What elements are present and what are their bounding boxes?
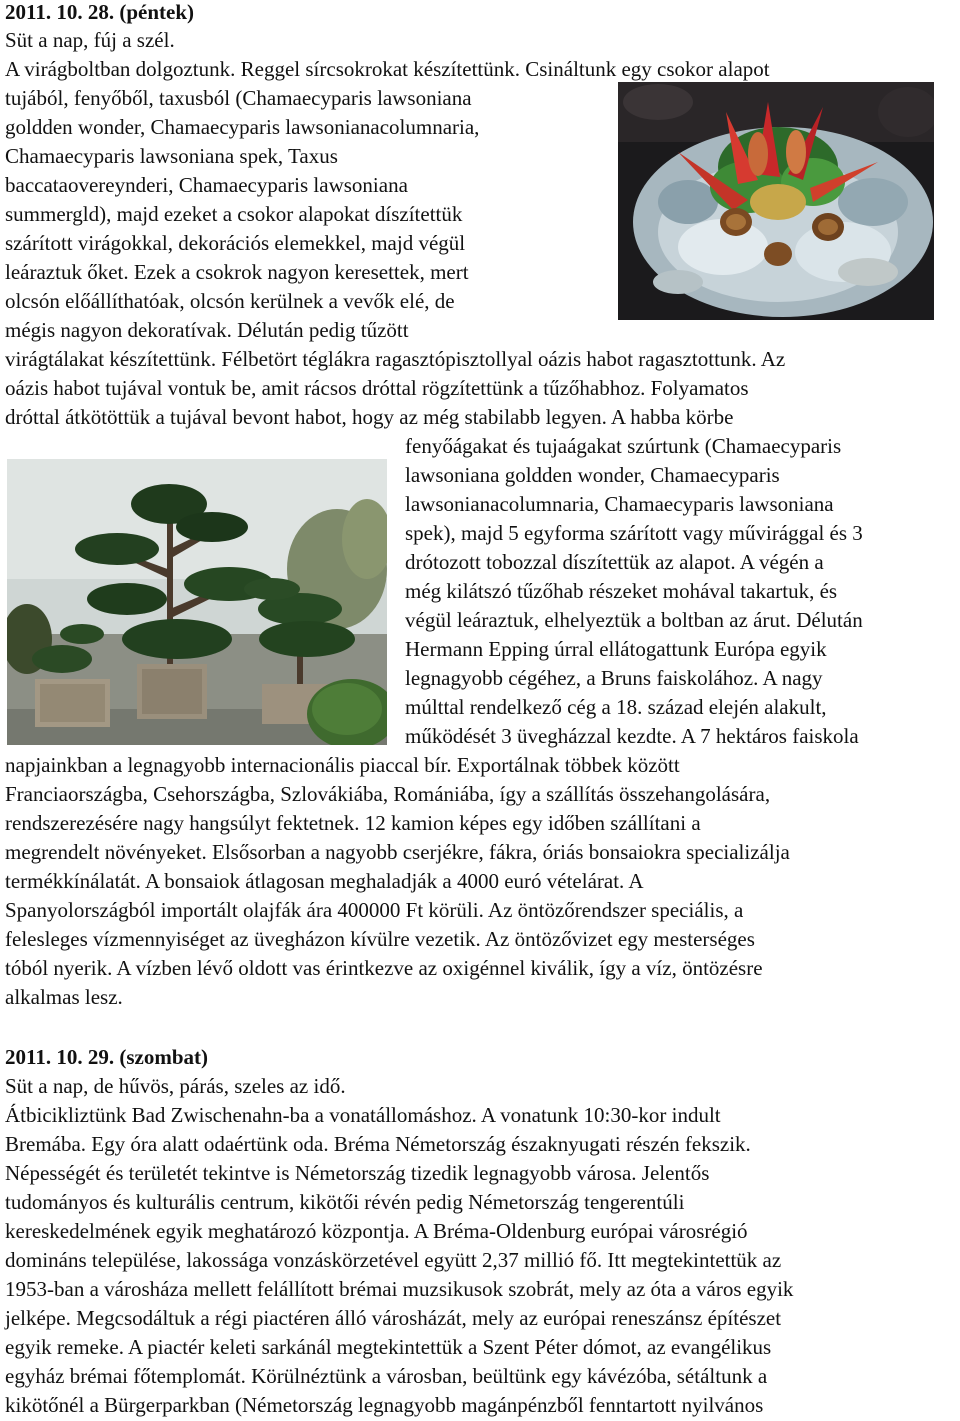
wreath-photo-graphic (618, 82, 934, 320)
day2-weather: Süt a nap, de hűvös, párás, szeles az idő. (5, 1074, 346, 1098)
day1-line: tóból nyerik. A vízben lévő oldott vas érintkezve az oxigénnel kiválik, így a víz, öntözésre (5, 956, 763, 980)
day1-line: olcsón előállíthatóak, olcsón kerülnek a vevők elé, de (5, 289, 455, 313)
day1-line: lawsonianacolumnaria, Chamaecyparis lawsoniana (405, 492, 834, 516)
day2-date-heading: 2011. 10. 29. (szombat) (5, 1045, 208, 1069)
day2-line: egyik remeke. A piactér keleti sarkánál megtekintettük a Szent Péter dómot, az evangélikus (5, 1335, 772, 1359)
day1-line: fenyőágakat és tujaágakat szúrtunk (Chamaecyparis (405, 434, 842, 458)
day1-line: Franciaországba, Csehországba, Szlovákiába, Romániába, így a szállítás összehangolására, (5, 782, 771, 806)
day1-line: summergld), majd ezeket a csokor alapokat díszítettük (5, 202, 463, 226)
day1-line: Spanyolországból importált olajfák ára 400000 Ft körüli. Az öntözőrendszer speciális, a (5, 898, 744, 922)
day1-line: virágtálakat készítettünk. Félbetört téglákra ragasztópisztollyal oázis habot ragasztottunk. Az (5, 347, 786, 371)
day2-line: kereskedelmének egyik meghatározó központja. A Bréma-Oldenburg európai városrégió (5, 1219, 748, 1243)
day2-line: Népességét és területét tekintve is Németország tizedik legnagyobb városa. Jelentős (5, 1161, 710, 1185)
day2-line: kikötőnél a Bürgerparkban (Németország legnagyobb magánpénzből fenntartott nyilvános (5, 1393, 764, 1417)
day1-line: múlttal rendelkező cég a 18. század elején alakult, (405, 695, 827, 719)
day1-date-heading: 2011. 10. 28. (péntek) (5, 0, 194, 24)
day1-line: napjainkban a legnagyobb internacionális piaccal bír. Exportálnak többek között (5, 753, 680, 777)
day1-line: leáraztuk őket. Ezek a csokrok nagyon keresettek, mert (5, 260, 469, 284)
day2-line: Bremába. Egy óra alatt odaértünk oda. Bréma Németország északnyugati részén fekszik. (5, 1132, 751, 1156)
bonsai-nursery-photo (7, 459, 387, 745)
day1-line: szárított virágokkal, dekorációs elemekkel, majd végül (5, 231, 466, 255)
day1-weather: Süt a nap, fúj a szél. (5, 28, 175, 52)
day1-line: működését 3 üvegházzal kezdte. A 7 hektáros faiskola (405, 724, 859, 748)
day1-line: Hermann Epping úrral ellátogattunk Európa egyik (405, 637, 827, 661)
day2-line: egyház brémai főtemplomát. Körülnéztünk a városban, beültünk egy kávézóba, sétáltunk a (5, 1364, 768, 1388)
bonsai-nursery-graphic (7, 459, 387, 745)
day1-line: A virágboltban dolgoztunk. Reggel sírcsokrokat készítettünk. Csináltunk egy csokor alapot (5, 57, 770, 81)
day1-line: termékkínálatát. A bonsaiok átlagosan meghaladják a 4000 euró vételárat. A (5, 869, 644, 893)
day1-line: spek), majd 5 egyforma szárított vagy művirággal és 3 (405, 521, 863, 545)
day1-line: még kilátszó tűzőhab részeket mohával takartuk, és (405, 579, 838, 603)
day1-line: felesleges vízmennyiséget az üvegházon kívülre vezetik. Az öntözővizet egy mesterséges (5, 927, 755, 951)
day1-line: rendszerezésére nagy hangsúlyt fektetnek. 12 kamion képes egy időben szállítani a (5, 811, 701, 835)
day1-line: drótozott tobozzal díszítettük az alapot. A végén a (405, 550, 824, 574)
day1-line: tujából, fenyőből, taxusból (Chamaecyparis lawsoniana (5, 86, 472, 110)
day2-line: tudományos és kulturális centrum, kikötői révén pedig Németország tengerentúli (5, 1190, 685, 1214)
day1-line: mégis nagyon dekoratívak. Délután pedig tűzött (5, 318, 409, 342)
day1-line: goldden wonder, Chamaecyparis lawsonianacolumnaria, (5, 115, 480, 139)
day1-line: Chamaecyparis lawsoniana spek, Taxus (5, 144, 338, 168)
day1-line: legnagyobb cégéhez, a Bruns faiskolához. A nagy (405, 666, 823, 690)
day1-line: baccataovereynderi, Chamaecyparis lawsoniana (5, 173, 408, 197)
day1-line: oázis habot tujával vontuk be, amit rácsos dróttal rögzítettünk a tűzőhabhoz. Folyamatos (5, 376, 749, 400)
day1-line: végül leáraztuk, elhelyeztük a boltban az árut. Délután (405, 608, 863, 632)
day1-line: alkalmas lesz. (5, 985, 123, 1009)
day2-line: jelképe. Megcsodáltuk a régi piactéren álló városházát, mely az európai reneszánsz építészet (5, 1306, 782, 1330)
day1-line: lawsoniana goldden wonder, Chamaecyparis (405, 463, 780, 487)
day2-line: Átbicikliztünk Bad Zwischenahn-ba a vonatállomáshoz. A vonatunk 10:30-kor indult (5, 1103, 721, 1127)
day2-line: 1953-ban a városháza mellett felállított brémai muzsikusok szobrát, mely az óta a város egyik (5, 1277, 794, 1301)
day2-line: domináns települése, lakossága vonzáskörzetével együtt 2,37 millió fő. Itt megtekintettük az (5, 1248, 782, 1272)
day1-line: megrendelt növényeket. Elsősorban a nagyobb cserjékre, fákra, óriás bonsaiokra specializálja (5, 840, 790, 864)
day1-line: dróttal átkötöttük a tujával bevont habot, hogy az még stabilabb legyen. A habba körbe (5, 405, 734, 429)
wreath-photo (618, 82, 934, 320)
